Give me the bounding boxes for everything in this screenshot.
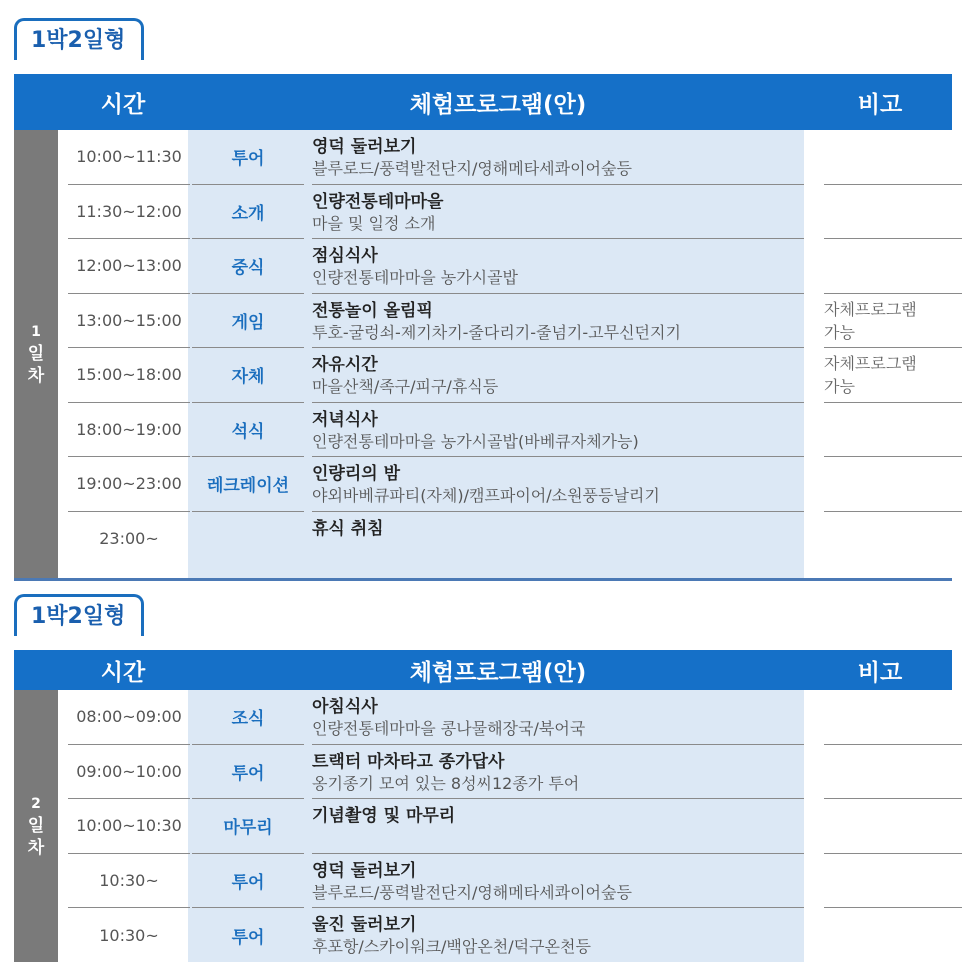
program-description: 투호-굴렁쇠-제기차기-줄다리기-줄넘기-고무신던지기 <box>312 322 681 342</box>
program-description: 인량전통테마마을 농가시골밥 <box>312 268 519 287</box>
table-header <box>14 650 952 690</box>
row-program <box>312 130 804 185</box>
header-program: 체험프로그램(안) <box>409 91 587 118</box>
row-note <box>824 403 962 458</box>
header-time: 시간 <box>100 659 146 686</box>
row-program <box>312 854 804 909</box>
program-title: 전통놀이 올림픽 <box>312 300 433 321</box>
day-char-2: 차 <box>27 366 45 386</box>
table-row <box>58 690 952 745</box>
table-row <box>58 403 952 458</box>
row-category: 투어 <box>192 745 304 800</box>
row-note <box>824 854 962 909</box>
table-row <box>58 745 952 800</box>
note-line-1: 자체프로그램 <box>824 354 917 373</box>
header-program: 체험프로그램(안) <box>409 659 587 686</box>
row-category: 투어 <box>192 130 304 185</box>
program-title: 울진 둘러보기 <box>312 915 417 935</box>
table-row <box>58 512 952 567</box>
row-category: 투어 <box>231 927 265 948</box>
program-description: 인량전통테마마을 콩나물해장국/북어국 <box>312 719 586 738</box>
program-description: 마을산책/족구/피구/휴식등 <box>312 377 499 396</box>
row-time: 11:30~12:00 <box>68 185 190 240</box>
section-badge: 1박2일형 <box>14 594 144 636</box>
table-row <box>58 908 952 963</box>
row-time: 09:00~10:00 <box>68 745 190 800</box>
schedule-section-day1 <box>14 18 952 549</box>
header-note: 비고 <box>857 659 903 686</box>
row-time: 08:00~09:00 <box>68 690 190 745</box>
row-category: 소개 <box>192 185 304 240</box>
row-category <box>192 512 304 567</box>
row-category: 자체 <box>192 348 304 403</box>
row-time: 10:30~ <box>99 925 159 945</box>
row-time: 19:00~23:00 <box>68 457 190 512</box>
day-char-1: 일 <box>27 344 45 364</box>
row-note <box>824 239 962 294</box>
day-char-1: 일 <box>27 816 45 836</box>
section-badge: 1박2일형 <box>14 18 144 60</box>
program-description: 후포항/스카이워크/백암온천/덕구온천등 <box>312 937 591 956</box>
row-note <box>824 745 962 800</box>
row-note <box>824 908 962 963</box>
table-row <box>58 294 952 349</box>
table-row <box>58 854 952 909</box>
row-category: 조식 <box>192 690 304 745</box>
row-category: 석식 <box>192 403 304 458</box>
day-label <box>14 130 58 578</box>
row-time: 23:00~ <box>99 529 159 549</box>
program-description: 인량전통테마마을 농가시골밥(바베큐자체가능) <box>312 431 639 451</box>
row-program <box>312 512 804 567</box>
row-program <box>312 799 804 854</box>
row-time: 15:00~18:00 <box>68 348 190 403</box>
row-note <box>824 348 962 403</box>
row-category: 마무리 <box>192 799 304 854</box>
row-time: 10:00~11:30 <box>68 130 190 185</box>
table-body <box>14 690 952 962</box>
row-program <box>312 745 804 800</box>
row-time: 12:00~13:00 <box>68 239 190 294</box>
table-body <box>14 130 952 578</box>
note-line-2: 가능 <box>824 322 855 342</box>
row-time: 10:00~10:30 <box>68 799 190 854</box>
program-title: 트랙터 마차타고 종가답사 <box>312 751 505 772</box>
table-header <box>14 74 952 130</box>
row-program <box>312 294 804 349</box>
table-row <box>58 348 952 403</box>
row-category: 중식 <box>192 239 304 294</box>
table-row <box>58 239 952 294</box>
row-note <box>824 799 962 854</box>
row-time: 10:30~ <box>68 854 190 909</box>
program-title: 영덕 둘러보기 <box>312 137 417 157</box>
day-label <box>14 690 58 962</box>
row-note <box>824 294 962 349</box>
row-note <box>824 512 962 567</box>
row-program <box>312 908 804 963</box>
row-note <box>824 130 962 185</box>
row-category: 투어 <box>192 854 304 909</box>
day-number: 2 <box>31 796 41 812</box>
program-title: 저녁식사 <box>312 409 378 430</box>
table-row <box>58 457 952 512</box>
header-time: 시간 <box>100 91 146 118</box>
program-description: 마을 및 일정 소개 <box>312 213 436 233</box>
row-program <box>312 690 804 745</box>
program-title: 인량전통테마마을 <box>312 191 444 212</box>
table-row <box>58 185 952 240</box>
program-description: 블루로드/풍력발전단지/영해메타세콰이어숲등 <box>312 882 632 902</box>
row-note <box>824 457 962 512</box>
program-title: 휴식 취침 <box>312 518 384 539</box>
program-title: 영덕 둘러보기 <box>312 860 417 881</box>
program-description: 야외바베큐파티(자체)/캠프파이어/소원풍등날리기 <box>312 486 660 505</box>
table-bottom-line <box>14 578 952 581</box>
row-program <box>312 185 804 240</box>
program-title: 점심식사 <box>312 246 378 266</box>
row-program <box>312 403 804 458</box>
row-program <box>312 457 804 512</box>
header-note: 비고 <box>857 91 903 118</box>
table-row <box>58 130 952 185</box>
note-line-2: 가능 <box>824 377 855 396</box>
row-time: 18:00~19:00 <box>68 403 190 458</box>
program-title: 기념촬영 및 마무리 <box>312 806 456 826</box>
program-description: 옹기종기 모여 있는 8성씨12종가 투어 <box>312 773 580 793</box>
program-description: 블루로드/풍력발전단지/영해메타세콰이어숲등 <box>312 159 632 178</box>
row-program <box>312 348 804 403</box>
row-category: 게임 <box>192 294 304 349</box>
row-note <box>824 185 962 240</box>
day-char-2: 차 <box>27 838 45 858</box>
program-title: 자유시간 <box>312 355 378 375</box>
program-title: 아침식사 <box>312 697 378 717</box>
schedule-section-day2 <box>14 594 952 956</box>
row-note <box>824 690 962 745</box>
row-program <box>312 239 804 294</box>
note-line-1: 자체프로그램 <box>824 299 917 319</box>
program-title: 인량리의 밤 <box>312 464 401 484</box>
table-row <box>58 799 952 854</box>
row-category: 레크레이션 <box>192 457 304 512</box>
row-time: 13:00~15:00 <box>68 294 190 349</box>
day-number: 1 <box>31 324 41 340</box>
